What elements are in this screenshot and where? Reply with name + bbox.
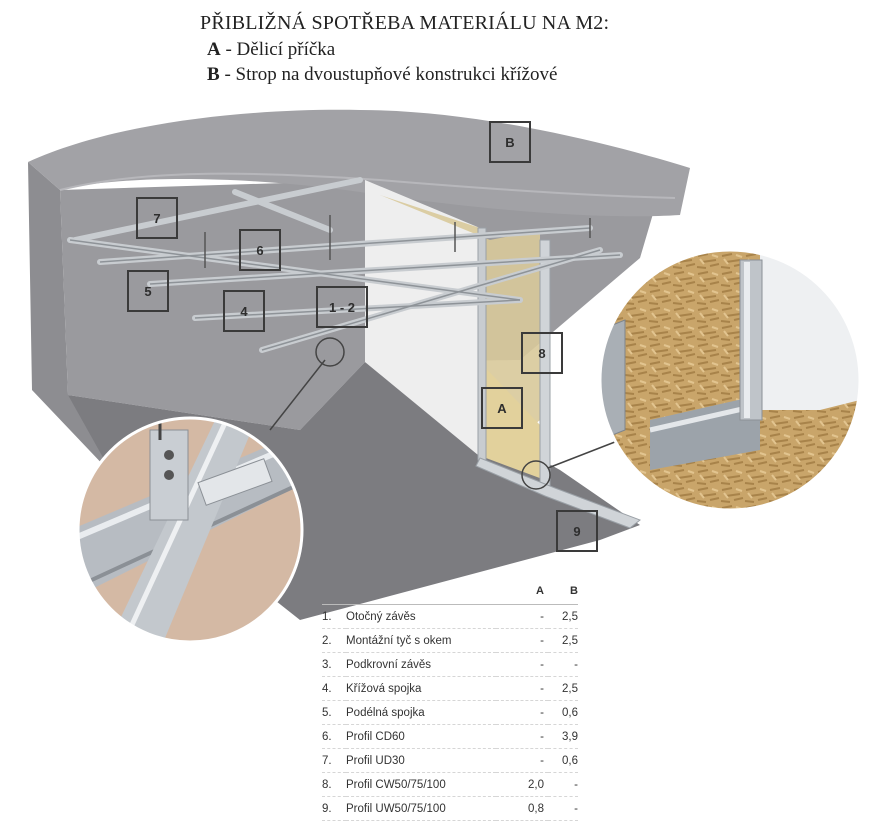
row-name: Křížová spojka: [346, 677, 496, 701]
legend-key-b: B: [207, 64, 220, 85]
row-value-b: -: [548, 773, 578, 797]
row-value-b: 2,5: [548, 677, 578, 701]
row-name: Profil CW50/75/100: [346, 773, 496, 797]
label-9: 9: [556, 510, 598, 552]
row-num: 3.: [322, 653, 346, 677]
row-name: Profil UD30: [346, 749, 496, 773]
row-value-b: 0,6: [548, 749, 578, 773]
header-num: [322, 578, 346, 605]
row-name: Podélná spojka: [346, 701, 496, 725]
label-1-2: 1 - 2: [316, 286, 368, 328]
row-num: 2.: [322, 629, 346, 653]
row-num: 5.: [322, 701, 346, 725]
row-value-a: 2,0: [496, 773, 548, 797]
table-row: [322, 605, 578, 629]
row-name: Montážní tyč s okem: [346, 629, 496, 653]
row-value-a: -: [496, 701, 548, 725]
row-num: 7.: [322, 749, 346, 773]
row-value-b: 2,5: [548, 629, 578, 653]
table-row: [322, 749, 578, 773]
row-value-b: 3,9: [548, 725, 578, 749]
table-header-row: [322, 578, 578, 605]
header-a: A: [496, 578, 548, 605]
row-value-a: -: [496, 653, 548, 677]
row-value-a: -: [496, 677, 548, 701]
row-value-b: 0,6: [548, 701, 578, 725]
label-4: 4: [223, 290, 265, 332]
header-b: B: [548, 578, 578, 605]
table-row: [322, 725, 578, 749]
label-a-partition: A: [481, 387, 523, 429]
row-num: 8.: [322, 773, 346, 797]
label-7: 7: [136, 197, 178, 239]
row-num: 6.: [322, 725, 346, 749]
table-row: [322, 773, 578, 797]
page-title: PŘIBLIŽNÁ SPOTŘEBA MATERIÁLU NA M2:: [200, 12, 610, 34]
row-value-a: -: [496, 725, 548, 749]
row-value-a: 0,8: [496, 797, 548, 821]
row-value-a: -: [496, 629, 548, 653]
legend-text-b: - Strop na dvoustupňové konstrukci křížové: [219, 64, 558, 85]
row-name: Otočný závěs: [346, 605, 496, 629]
row-num: 1.: [322, 605, 346, 629]
row-value-b: 2,5: [548, 605, 578, 629]
legend-text-a: - Dělicí příčka: [220, 39, 336, 60]
label-8: 8: [521, 332, 563, 374]
row-name: Profil UW50/75/100: [346, 797, 496, 821]
row-value-b: -: [548, 653, 578, 677]
row-name: Profil CD60: [346, 725, 496, 749]
row-num: 9.: [322, 797, 346, 821]
row-name: Podkrovní závěs: [346, 653, 496, 677]
header-name: [346, 578, 496, 605]
row-num: 4.: [322, 677, 346, 701]
row-value-b: -: [548, 797, 578, 821]
row-value-a: -: [496, 605, 548, 629]
detail-track-corner: [590, 245, 870, 515]
row-value-a: -: [496, 749, 548, 773]
table-row: [322, 677, 578, 701]
legend-key-a: A: [207, 39, 221, 60]
label-b-ceiling: B: [489, 121, 531, 163]
label-5: 5: [127, 270, 169, 312]
label-6: 6: [239, 229, 281, 271]
table-row: [322, 653, 578, 677]
table-row: [322, 701, 578, 725]
material-table: [322, 578, 578, 821]
table-row: [322, 629, 578, 653]
table-row: [322, 797, 578, 821]
